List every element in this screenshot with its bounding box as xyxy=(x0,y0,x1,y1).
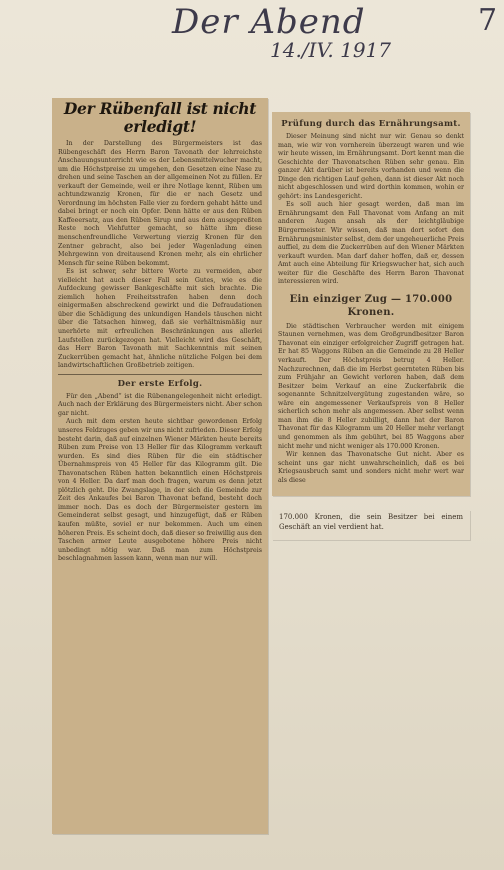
clipping-headline: Der Rübenfall ist nicht erledigt! xyxy=(63,99,257,136)
article-paragraph: Wir kennen das Thavonatsche Gut nicht. Aber es scheint uns gar nicht unwahrscheinlich, daß es bei Kriegsausbruch samt und sonders nicht mehr wert war als diese xyxy=(278,451,464,484)
small-newspaper-clipping xyxy=(272,510,470,540)
handwritten-date: 14./IV. 1917 xyxy=(270,38,392,62)
article-paragraph: Es soll auch hier gesagt werden, daß man im Ernährungsamt den Fall Thavonat vom Anfang an mit anderen Augen ansah als der leichtgläubige Bürgermeister. Wir wissen, daß man dort sofort den Ernährungsminister selbst, dem der ungeheuerliche Preis auffiel, zu dem die Zuckerrüben auf den Wiener Märkten verkauft wurden. Man darf daher hoffen, daß er, dessen Amt auch eine Abteilung für Kriegswucher hat, sich auch weiter für die Geschäfte des Herrn Baron Thavonat interessieren wird. xyxy=(278,201,464,286)
handwritten-title: Der Abend xyxy=(172,2,366,42)
right-newspaper-clipping xyxy=(272,112,470,496)
section-subhead: Der erste Erfolg. xyxy=(117,378,203,389)
article-paragraph: Es ist schwer, sehr bittere Worte zu vermeiden, aber vielleicht hat auch dieser Fall sein Gutes, wie es die Aufdeckung gewisser Bankgeschäfte mit sich brachte. Die ziemlich hohen Freiheitsstrafen haben denn doch einigermaßen abschreckend gewirkt und die Defraudationen über die Schädigung des unkundigen Handels täuschen nicht über die Tatsachen hinweg, daß sie verhältnismäßig nur unerhörte mit erfreulichen Beschränkungen aus allerlei Laufstellen zurückgezogen hat. Vielleicht wird das Geschäft, das Herr Baron Tavonath mit Sachkenntnis mit seinen Zuckerrüben gemacht hat, ähnliche nützliche Folgen bei dem landwirtschaftlichen Großbetrieb zeitigen. xyxy=(58,268,262,370)
clipping-text: 170.000 Kronen, die sein Besitzer bei einem Geschäft an viel verdient hat. xyxy=(279,513,463,531)
article-paragraph: Dieser Meinung sind nicht nur wir. Genau so denkt man, wie wir von vornherein überzeugt waren und wie wir heute wissen, im Ernährungsamt. Dort kennt man die Geschichte der Thavonatschen Rüben sehr genau. Ein ganzer Akt darüber ist bereits vorhanden und wenn die Dinge den richtigen Lauf gehen, dann ist dieser Akt noch nicht abgeschlossen und wird dorthin kommen, wohin er gehört: ins Landesgericht. xyxy=(278,133,464,200)
left-newspaper-clipping xyxy=(52,98,268,834)
article-paragraph: Für den „Abend“ ist die Rübenangelegenheit nicht erledigt. Auch nach der Erklärung des Bürgermeisters nicht. Aber schon gar nicht. xyxy=(58,392,262,417)
handwritten-page-number: 7 xyxy=(478,3,498,38)
section-subhead: Prüfung durch das Ernährungsamt. xyxy=(281,119,461,129)
article-paragraph: Auch mit dem ersten heute sichtbar gewordenen Erfolg unseres Feldzuges geben wir uns nicht zufrieden. Dieser Erfolg besteht darin, daß auf einzelnen Wiener Märkten heute bereits Rüben zum Preise von 13 Heller für das Kilogramm verkauft wurden. Es sind dies Rüben für die ein städtischer Übernahmspreis von 45 Heller für das Kilogramm gilt. Die Thavonatschen Rüben hatten bekanntlich einen Höchstpreis von 4 Heller. Da darf man doch fragen, warum es denn jetzt plötzlich geht. Die Zwangslage, in der sich die Gemeinde zur Zeit des Ankaufes bei Baron Thavonat befand, besteht doch immer noch. Das es doch der Bürgermeister gestern im Gemeinderat selbst gesagt, und hinzugefügt, daß er Rüben kaufen müßte, soviel er nur bekommen. Auch um einen höheren Preis. Es scheint doch, daß dieser so freiwillig aus den Taschen armer Leute ausgebotene höhere Preis nicht unbedingt nötig war. Daß man zum Höchstpreis beschlagnahmen lassen kann, wenn man nur will. xyxy=(58,418,262,563)
article-paragraph: In der Darstellung des Bürgermeisters ist das Rübengeschäft des Herrn Baron Tavonath der lehrreichste Anschauungsunterricht wie es der Lebensmittelwucher macht, um die Höchstpreise zu umgehen, den Gesetzen eine Nase zu drehen und seine Taschen an der allgemeinen Not zu füllen. Er verkauft der Gemeinde, weil er ihre Notlage kennt, Rüben um achtundzwanzig Kronen, für die er nach Gesetz und Verordnung im höchsten Falle vier zu fordern gehabt hätte und dabei bringt er noch ein Opfer. Denn hätte er aus den Rüben Kaffeeersatz, aus den Rüben Sirup und aus dem ausgepreßten Reste noch Viehfutter gemacht, so hätte ihm diese menschenfreundliche Verwertung vierzig Kronen für den Zentner gebracht, also bei jeder Wagenladung einen Mehrgewinn von dreitausend Kronen mehr, als ein ehrlicher Mensch für seine Rüben bekommt. xyxy=(58,140,262,267)
divider xyxy=(58,374,262,375)
article-paragraph: Die städtischen Verbraucher werden mit einigem Staunen vernehmen, was dem Großgrundbesitzer Baron Thavonat ein einziger erfolgreicher Zugriff getragen hat. Er hat 85 Waggons Rüben an die Gemeinde zu 28 Heller verkauft. Der Höchstpreis betrug 4 Heller. Nachzurechnen, daß die im Herbst geernteten Rüben bis zum Frühjahr an Gewicht verloren haben, daß dem Besitzer beim Verkauf an eine Zuckerfabrik die sogenannte Schnitzelvergütung zugestanden wäre, so wäre ein angemessener Verkaufspreis von 8 Heller sicherlich schon mehr als angemessen. Aber selbst wenn man ihm die 8 Heller zubilligt, dann hat der Baron Thavonat für das Kilogramm um 20 Heller mehr verlangt und genommen als ihm gebührt, bei 85 Waggons aber nicht mehr und nicht weniger als 170.000 Kronen. xyxy=(278,322,464,450)
section-subhead: Ein einziger Zug — 170.000 Kronen. xyxy=(289,293,453,318)
